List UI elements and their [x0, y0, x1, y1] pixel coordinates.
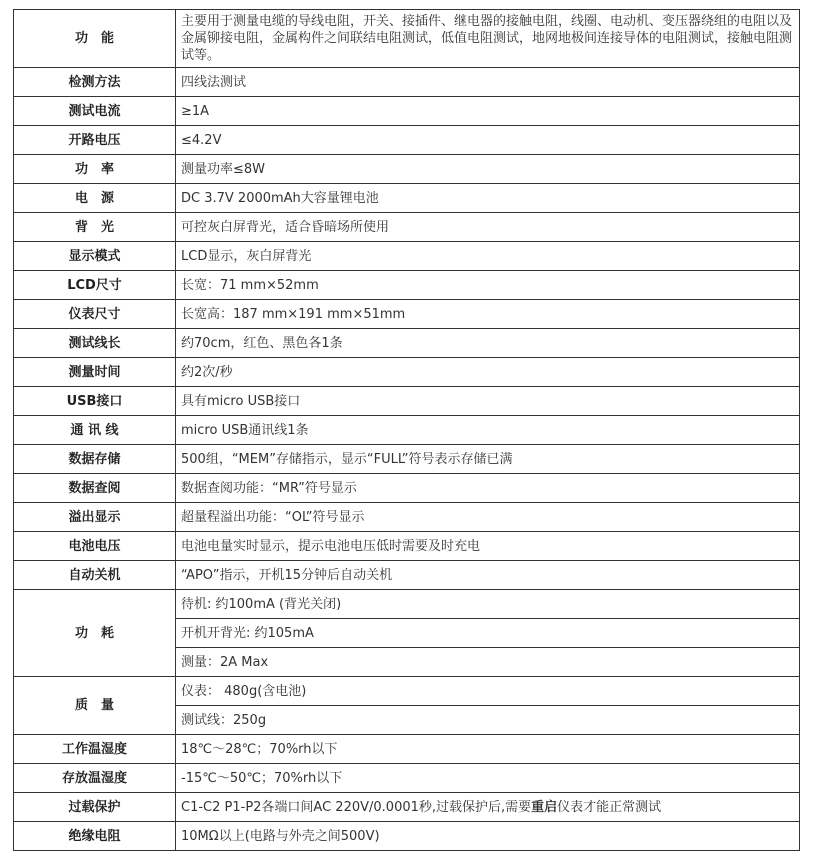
row-value: micro USB通讯线1条 [176, 416, 800, 445]
row-label: 绝缘电阻 [14, 822, 176, 851]
row-value: 开机开背光: 约105mA [176, 619, 800, 648]
row-label: 通 讯 线 [14, 416, 176, 445]
table-row [14, 155, 800, 184]
overload-text-2: 仪表才能正常测试 [557, 799, 662, 815]
row-value: ≤4.2V [176, 126, 800, 155]
row-value: 18℃～28℃；70%rh以下 [176, 735, 800, 764]
row-value: 长宽高：187 mm×191 mm×51mm [176, 300, 800, 329]
table-row [14, 387, 800, 416]
row-label: 功 耗 [14, 590, 176, 677]
row-value: ≥1A [176, 97, 800, 126]
table-row [14, 10, 800, 68]
row-label: 仪表尺寸 [14, 300, 176, 329]
row-value: 电池电量实时显示，提示电池电压低时需要及时充电 [176, 532, 800, 561]
overload-text-1: C1-C2 P1-P2各端口间AC 220V/0.0001秒,过载保护后,需要 [181, 799, 532, 815]
table-row [14, 126, 800, 155]
row-value: 超量程溢出功能：“OL”符号显示 [176, 503, 800, 532]
row-label: 开路电压 [14, 126, 176, 155]
row-value: 约70cm，红色、黑色各1条 [176, 329, 800, 358]
table-row [14, 590, 800, 619]
row-value: -15℃～50℃；70%rh以下 [176, 764, 800, 793]
table-row [14, 822, 800, 851]
row-value: 可控灰白屏背光，适合昏暗场所使用 [176, 213, 800, 242]
row-label: 测量时间 [14, 358, 176, 387]
row-value: LCD显示，灰白屏背光 [176, 242, 800, 271]
table-row [14, 532, 800, 561]
table-row [14, 329, 800, 358]
row-value: 测量：2A Max [176, 648, 800, 677]
row-label: 数据存储 [14, 445, 176, 474]
overload-text-emphasis: 重启 [531, 799, 558, 815]
row-value: DC 3.7V 2000mAh大容量锂电池 [176, 184, 800, 213]
row-label: 自动关机 [14, 561, 176, 590]
row-label: 显示模式 [14, 242, 176, 271]
spec-table [13, 9, 800, 851]
table-row [14, 68, 800, 97]
row-label: 功 能 [14, 10, 176, 68]
row-value: 具有micro USB接口 [176, 387, 800, 416]
row-value: 测试线：250g [176, 706, 800, 735]
row-value: 四线法测试 [176, 68, 800, 97]
table-row [14, 416, 800, 445]
row-value: “APO”指示，开机15分钟后自动关机 [176, 561, 800, 590]
row-label: 背 光 [14, 213, 176, 242]
row-label: 存放温湿度 [14, 764, 176, 793]
table-row [14, 242, 800, 271]
row-label: LCD尺寸 [14, 271, 176, 300]
table-row [14, 503, 800, 532]
row-label: 工作温湿度 [14, 735, 176, 764]
table-row [14, 561, 800, 590]
row-label: 质 量 [14, 677, 176, 735]
row-label: 数据查阅 [14, 474, 176, 503]
row-label: 过载保护 [14, 793, 176, 822]
table-row [14, 97, 800, 126]
row-label: 电 源 [14, 184, 176, 213]
table-row [14, 764, 800, 793]
table-row [14, 445, 800, 474]
table-row [14, 677, 800, 706]
row-label: 检测方法 [14, 68, 176, 97]
row-value: 测量功率≤8W [176, 155, 800, 184]
row-value: 约2次/秒 [176, 358, 800, 387]
row-value: 主要用于测量电缆的导线电阻，开关、接插件、继电器的接触电阻，线圈、电动机、变压器绕组的电阻以及金属铆接电阻，金属构件之间联结电阻测试，低值电阻测试，地网地极间连接导体的电阻测试，接触电阻测试等。 [176, 10, 800, 68]
table-row [14, 358, 800, 387]
table-row [14, 474, 800, 503]
row-label: 测试电流 [14, 97, 176, 126]
row-value: 500组，“MEM”存储指示，显示“FULL”符号表示存储已满 [176, 445, 800, 474]
row-value: 待机: 约100mA (背光关闭) [176, 590, 800, 619]
row-label: 溢出显示 [14, 503, 176, 532]
table-row [14, 793, 800, 822]
row-label: 测试线长 [14, 329, 176, 358]
row-value: 长宽：71 mm×52mm [176, 271, 800, 300]
table-row [14, 735, 800, 764]
row-value: 数据查阅功能：“MR”符号显示 [176, 474, 800, 503]
table-row [14, 213, 800, 242]
table-row [14, 271, 800, 300]
table-row [14, 300, 800, 329]
table-row [14, 184, 800, 213]
row-label: 电池电压 [14, 532, 176, 561]
row-value: 仪表： 480g(含电池) [176, 677, 800, 706]
row-value [176, 793, 800, 822]
row-label: USB接口 [14, 387, 176, 416]
row-label: 功 率 [14, 155, 176, 184]
row-value: 10MΩ以上(电路与外壳之间500V) [176, 822, 800, 851]
